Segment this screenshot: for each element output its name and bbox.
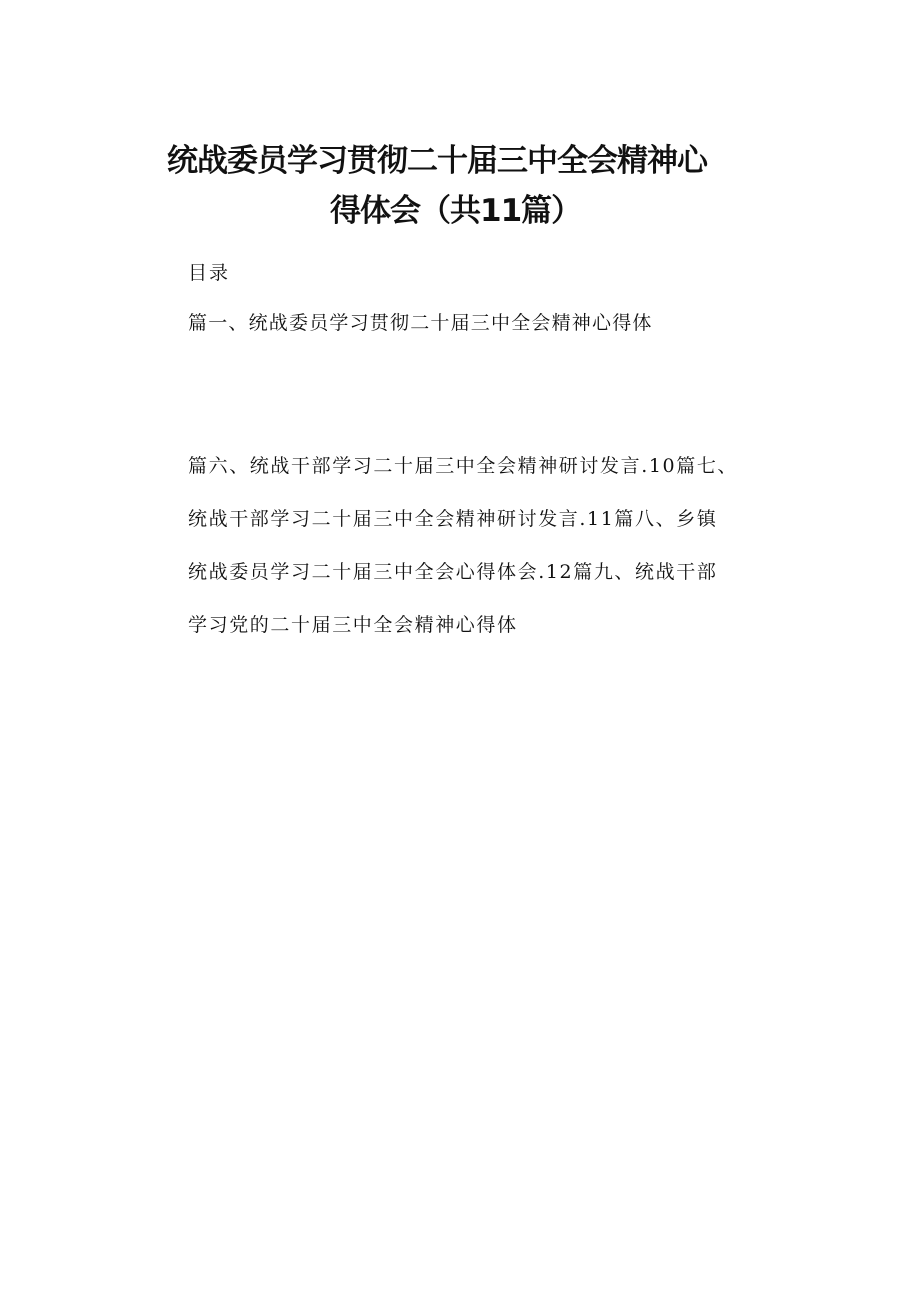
toc-paragraph-line: 篇六、统战干部学习二十届三中全会精神研讨发言.10篇七、: [188, 455, 739, 477]
toc-heading: 目录: [188, 262, 231, 284]
title-line-2: 得体会（共11篇）: [330, 193, 582, 229]
toc-paragraph-line: 学习党的二十届三中全会精神心得体: [188, 614, 518, 636]
title-line-1: 统战委员学习贯彻二十届三中全会精神心: [167, 143, 707, 179]
toc-item-1: 篇一、统战委员学习贯彻二十届三中全会精神心得体: [188, 312, 653, 334]
toc-paragraph-line: 统战委员学习二十届三中全会心得体会.12篇九、统战干部: [188, 561, 718, 583]
toc-paragraph: [188, 448, 788, 643]
toc-paragraph-line: 统战干部学习二十届三中全会精神研讨发言.11篇八、乡镇: [188, 508, 718, 530]
document-title: [150, 136, 770, 236]
